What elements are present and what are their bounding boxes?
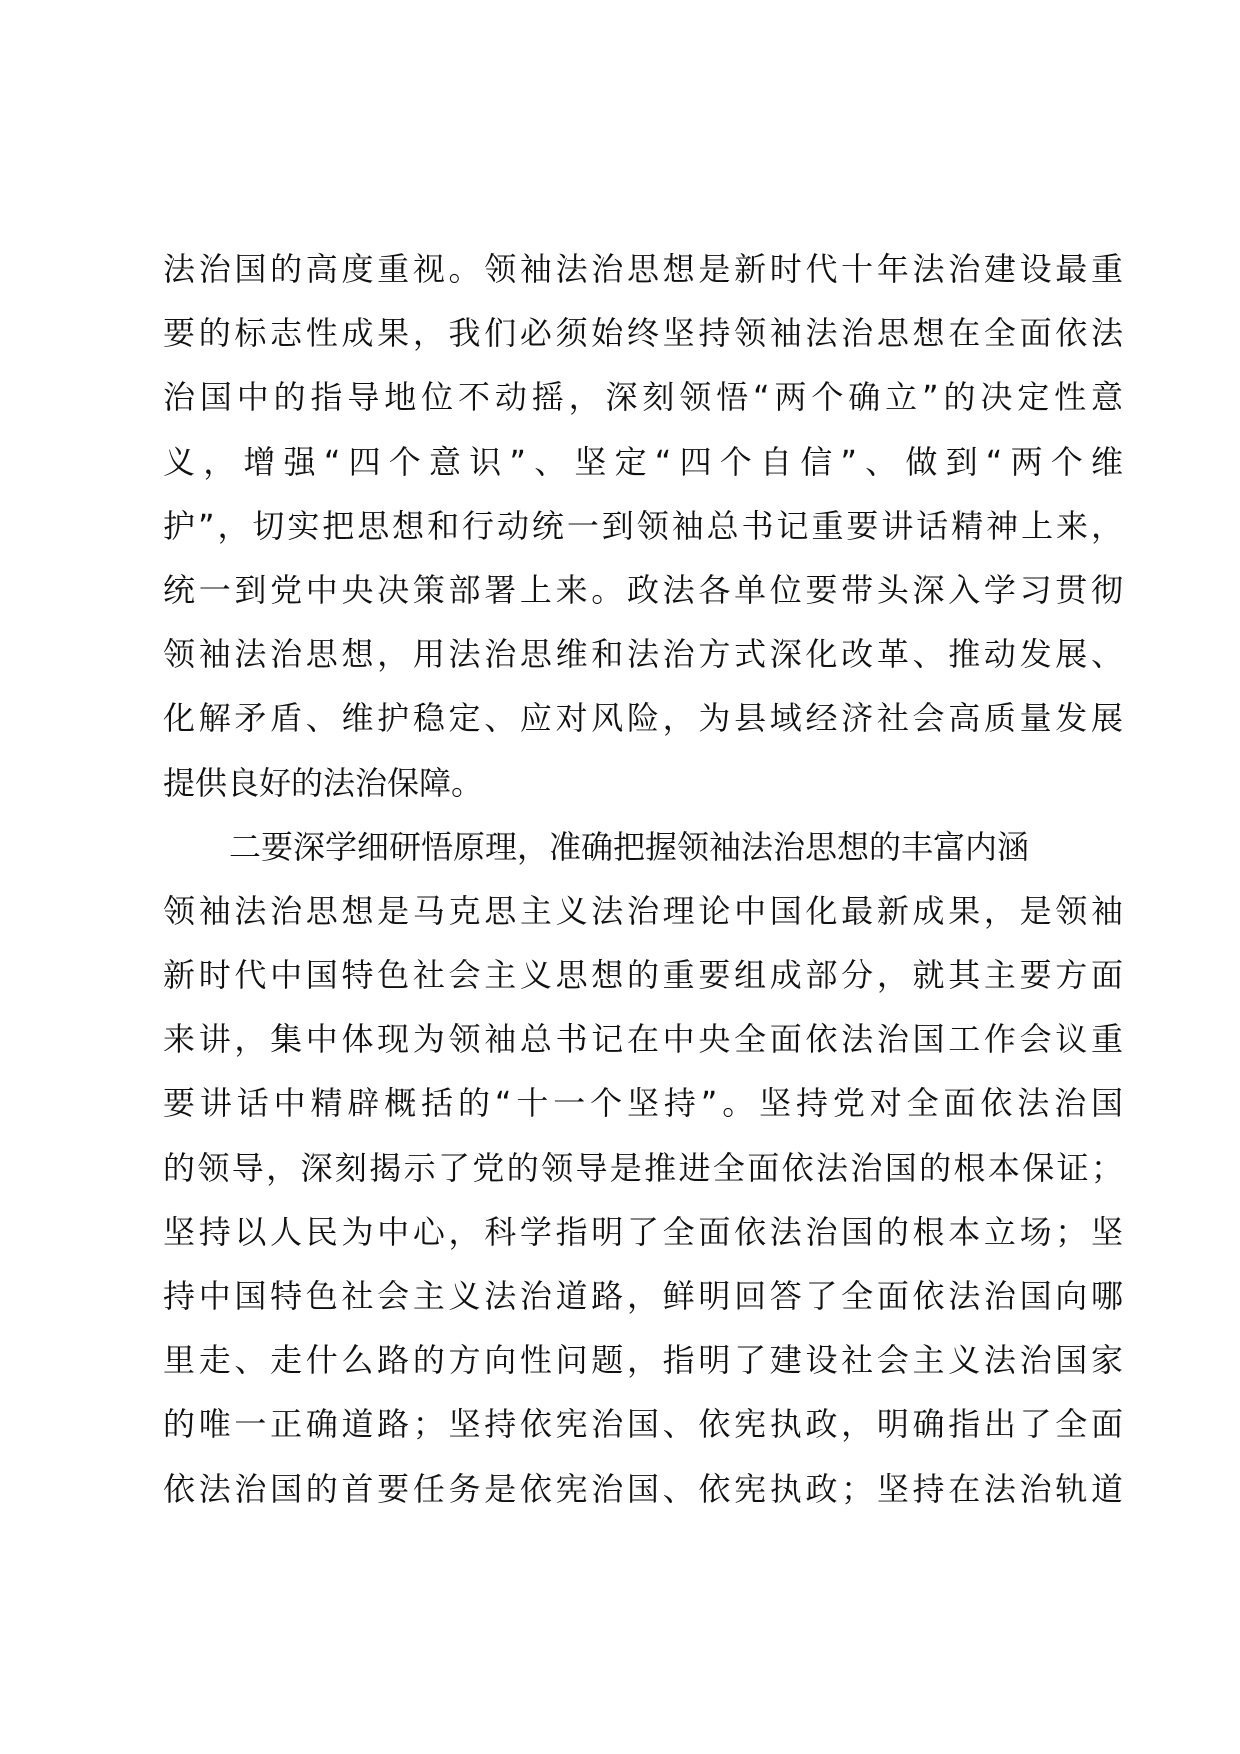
- text-line: 依法治国的首要任务是依宪治国、依宪执政；坚持在法治轨道: [163, 1469, 1123, 1508]
- text-line: 新时代中国特色社会主义思想的重要组成部分，就其主要方面: [163, 956, 1123, 995]
- text-line: 领袖法治思想是马克思主义法治理论中国化最新成果，是领袖: [163, 891, 1123, 930]
- text-line: 义，增强“四个意识”、坚定“四个自信”、做到“两个维: [163, 442, 1123, 481]
- text-line: 要讲话中精辟概括的“十一个坚持”。坚持党对全面依法治国: [163, 1084, 1123, 1123]
- section-heading-line: 二要深学细研悟原理，准确把握领袖法治思想的丰富内涵: [229, 827, 1030, 866]
- text-line: 法治国的高度重视。领袖法治思想是新时代十年法治建设最重: [163, 250, 1123, 288]
- text-line: 来讲，集中体现为领袖总书记在中央全面依法治国工作会议重: [163, 1020, 1123, 1059]
- text-line: 坚持以人民为中心，科学指明了全面依法治国的根本立场；坚: [163, 1212, 1123, 1251]
- text-line: 领袖法治思想，用法治思维和法治方式深化改革、推动发展、: [163, 635, 1123, 674]
- paragraph-end-line: 提供良好的法治保障。: [163, 763, 484, 802]
- text-line: 里走、走什么路的方向性问题，指明了建设社会主义法治国家: [163, 1341, 1123, 1380]
- text-line: 统一到党中央决策部署上来。政法各单位要带头深入学习贯彻: [163, 570, 1123, 609]
- text-line: 化解矛盾、维护稳定、应对风险，为县域经济社会高质量发展: [163, 699, 1123, 738]
- text-line: 的领导，深刻揭示了党的领导是推进全面依法治国的根本保证；: [163, 1148, 1123, 1187]
- text-line: 护”，切实把思想和行动统一到领袖总书记重要讲话精神上来，: [163, 506, 1123, 545]
- document-body: [163, 237, 1123, 1521]
- text-line: 持中国特色社会主义法治道路，鲜明回答了全面依法治国向哪: [163, 1277, 1123, 1315]
- text-line: 要的标志性成果，我们必须始终坚持领袖法治思想在全面依法: [163, 314, 1123, 353]
- text-line: 治国中的指导地位不动摇，深刻领悟“两个确立”的决定性意: [163, 378, 1123, 417]
- text-line: 的唯一正确道路；坚持依宪治国、依宪执政，明确指出了全面: [163, 1405, 1123, 1444]
